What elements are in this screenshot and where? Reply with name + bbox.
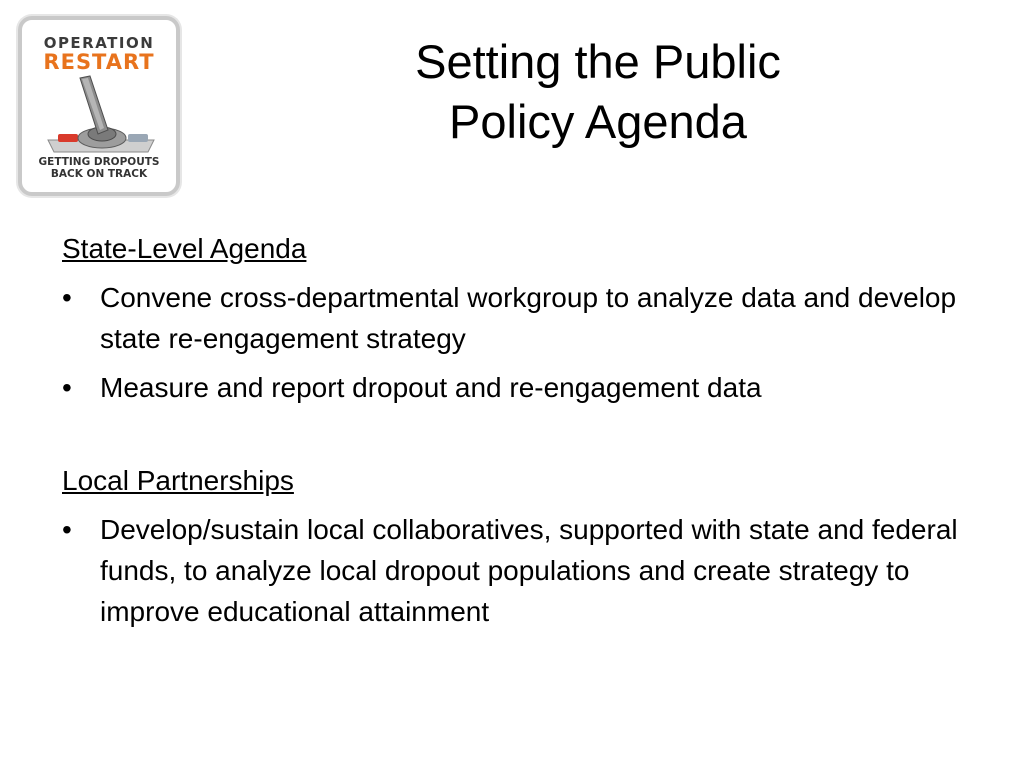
logo-tagline — [22, 156, 176, 180]
logo-text-restart: RESTART — [43, 50, 155, 74]
logo-tagline-line1: GETTING DROPOUTS — [38, 156, 160, 168]
logo-tagline-line2: BACK ON TRACK — [50, 168, 148, 180]
slide-title — [300, 32, 896, 152]
slide-title-line1: Setting the Public — [415, 35, 781, 88]
bullet-icon: • — [62, 282, 72, 313]
slide-body — [62, 228, 982, 640]
toggle-switch-icon — [36, 74, 166, 156]
section-local-partnerships — [62, 460, 982, 632]
section-heading: Local Partnerships — [62, 465, 294, 496]
section-spacer — [62, 416, 982, 460]
bullet-text: Measure and report dropout and re-engagement data — [100, 372, 762, 403]
bullet-item — [62, 367, 982, 408]
section-heading: State-Level Agenda — [62, 233, 307, 264]
bullet-text: Convene cross-departmental workgroup to analyze data and develop state re-engagement strategy — [100, 282, 957, 354]
operation-restart-logo — [18, 16, 180, 196]
bullet-item — [62, 277, 982, 359]
section-state-level-agenda — [62, 228, 982, 408]
slide-title-line2: Policy Agenda — [449, 95, 747, 148]
bullet-icon: • — [62, 514, 72, 545]
bullet-list — [62, 277, 982, 408]
bullet-text: Develop/sustain local collaboratives, supported with state and federal funds, to analyze local dropout populations and create strategy to improve educational attainment — [100, 514, 958, 627]
logo-text-operation: OPERATION — [43, 34, 155, 52]
bullet-item — [62, 509, 982, 632]
bullet-list — [62, 509, 982, 632]
bullet-icon: • — [62, 372, 72, 403]
